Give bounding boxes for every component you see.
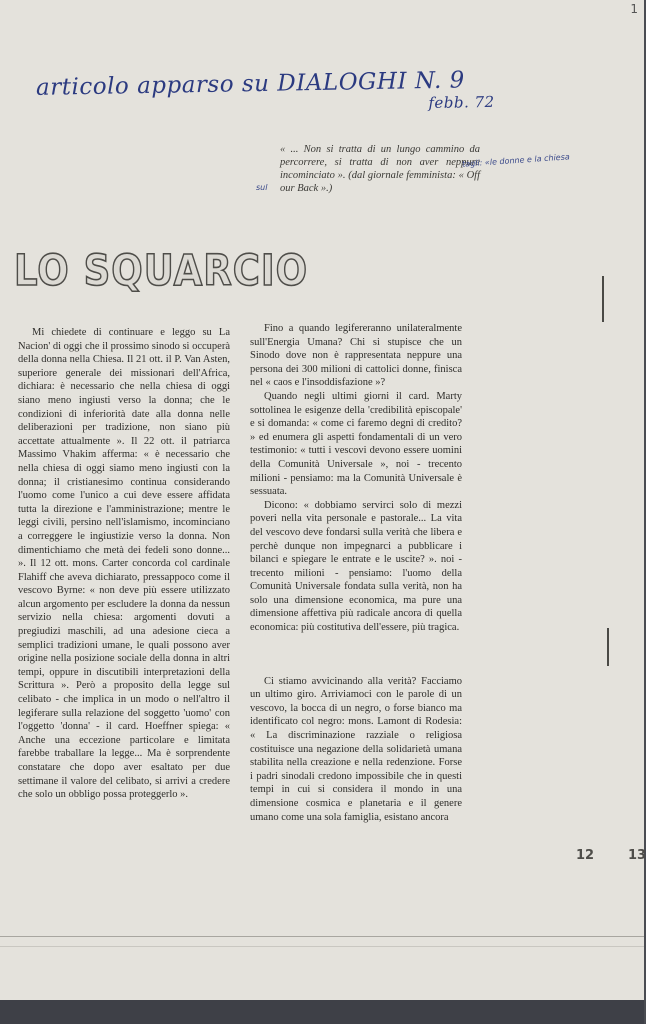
corner-mark: 1: [630, 2, 638, 16]
paragraph: Quando negli ultimi giorni il card. Marty sottolinea le esigenze della 'credibilità episcopale' e si domanda: « come ci faremo degni di credito? » ed enumera gli aspetti fondamentali di un vero testimonio: « tutti i vescovi devono essere uomini della Comunità Universale », noi - trecento milioni - pensiamo: ma la Comunità Universale è sessuata.: [250, 390, 462, 498]
margin-note: tagli: «le donne e la chiesa: [461, 152, 571, 169]
page-number: 13: [628, 848, 646, 863]
handwritten-note: [35, 65, 596, 113]
page-number: 12: [576, 848, 595, 863]
epigraph-quote: « ... Non si tratta di un lungo cammino da percorrere, si tratta di non aver neppure incominciato ». (dal giornale femminista: « Off our Back ».): [280, 144, 480, 194]
paragraph: Ci stiamo avvicinando alla verità? Facciamo un ultimo giro. Arriviamoci con le parole di un vescovo, la bocca di un negro, o forse bianco ma identificato col negro: mons. Lamont di Rodesia: « La discriminazione razziale o religiosa costituisce una negazione della solidarietà umana stabilita nella creazione e nella redenzione. Forse i padri sinodali credono impossibile che in questi tempi in cui si considera il mondo in una dimensione cosmica e planetaria e il genere umano come una sola famiglia, esistano ancora: [250, 675, 462, 823]
fold-line: [0, 936, 644, 937]
article-headline: LO SQUARCIO: [14, 246, 309, 296]
text-column-left: [18, 326, 230, 802]
handwritten-date: febb. 72: [428, 92, 495, 113]
text-column-right: [250, 322, 462, 824]
scan-background: [0, 1000, 644, 1024]
paragraph: Fino a quando legifereranno unilateralmente sull'Energia Umana? Chi si stupisce che un Sinodo dove non è rappresentata neppure una persona dei 300 milioni di cattolici donne, finisca nel « caos e l'insoddisfazione »?: [250, 323, 462, 389]
fold-line: [0, 946, 644, 947]
handwritten-note-text: articolo apparso su DIALOGHI N. 9: [35, 67, 466, 101]
margin-mark: [602, 276, 604, 322]
margin-note-small: sul: [256, 183, 268, 192]
paragraph: Dicono: « dobbiamo servirci solo di mezzi poveri nella vita personale e pastorale... La vita del vescovo deve fondarsi sulla verità che libera e perchè dunque non impegnarci a pubblicare i bilanci e spiegare le entrate e le uscite? ». noi - trecento milioni - pensiamo: l'uomo della Comunità Universale fondata sulla verità, non ha solo una dimensione economica, ma pure una dimensione affettiva più radicale ancora di quella economica: più costitutiva dell'essere, più tragica.: [250, 499, 462, 634]
paragraph: Mi chiedete di continuare e leggo su La Nacion' di oggi che il prossimo sinodo si occuperà della donna nella Chiesa. Il 21 ott. il P. Van Asten, superiore generale dei missionari dell'Africa, dichiara: è necessario che nella chiesa di oggi siano meno ingiusti verso la donna; che le condizioni di inferiorità date alla donna nelle deliberazioni per tradizione, non siano più accettate attualmente ». Il 22 ott. il patriarca Massimo Vhakim afferma: « è necessario che nella chiesa di oggi siamo meno ingiusti con la donna; il cristianesimo continua considerando l'uomo come l'unico a cui deve essere affidata tutta la direzione e l'amministrazione; mentre le leggi civili, persino nell'islamismo, incominciano a correggere le ingiustizie verso la donna. Non dimentichiamo che metà dei fedeli sono donne... ». Il 12 ott. mons. Carter concorda col cardinale Flahiff che aveva dichiarato, pressappoco come il vescovo Byrne: « non deve più essere utilizzato alcun argomento per escludere la donna da nessun servizio nella chiesa: argomenti dovuti a pregiudizi maschili, ad una adesione cieca a semplici tradizioni umane, le quali possono aver origine nella posizione sociale della donna in altri tempi, oppure in discutibili interpretazioni della Scrittura ». Però a proposito della legge sul celibato - che implica in un modo o nell'altro il legiferare sulla relazione del soggetto 'uomo' con l'oggetto 'donna' - il card. Hoeffner spiega: « Anche una eccezione particolare e limitata farebbe traballare la legge... Ma è sorprendente constatare che dopo aver esaltato per due settimane il valore del celibato, si arrivi a credere che solo un obbligo possa proteggerlo ».: [18, 327, 230, 801]
margin-mark: [607, 628, 609, 666]
